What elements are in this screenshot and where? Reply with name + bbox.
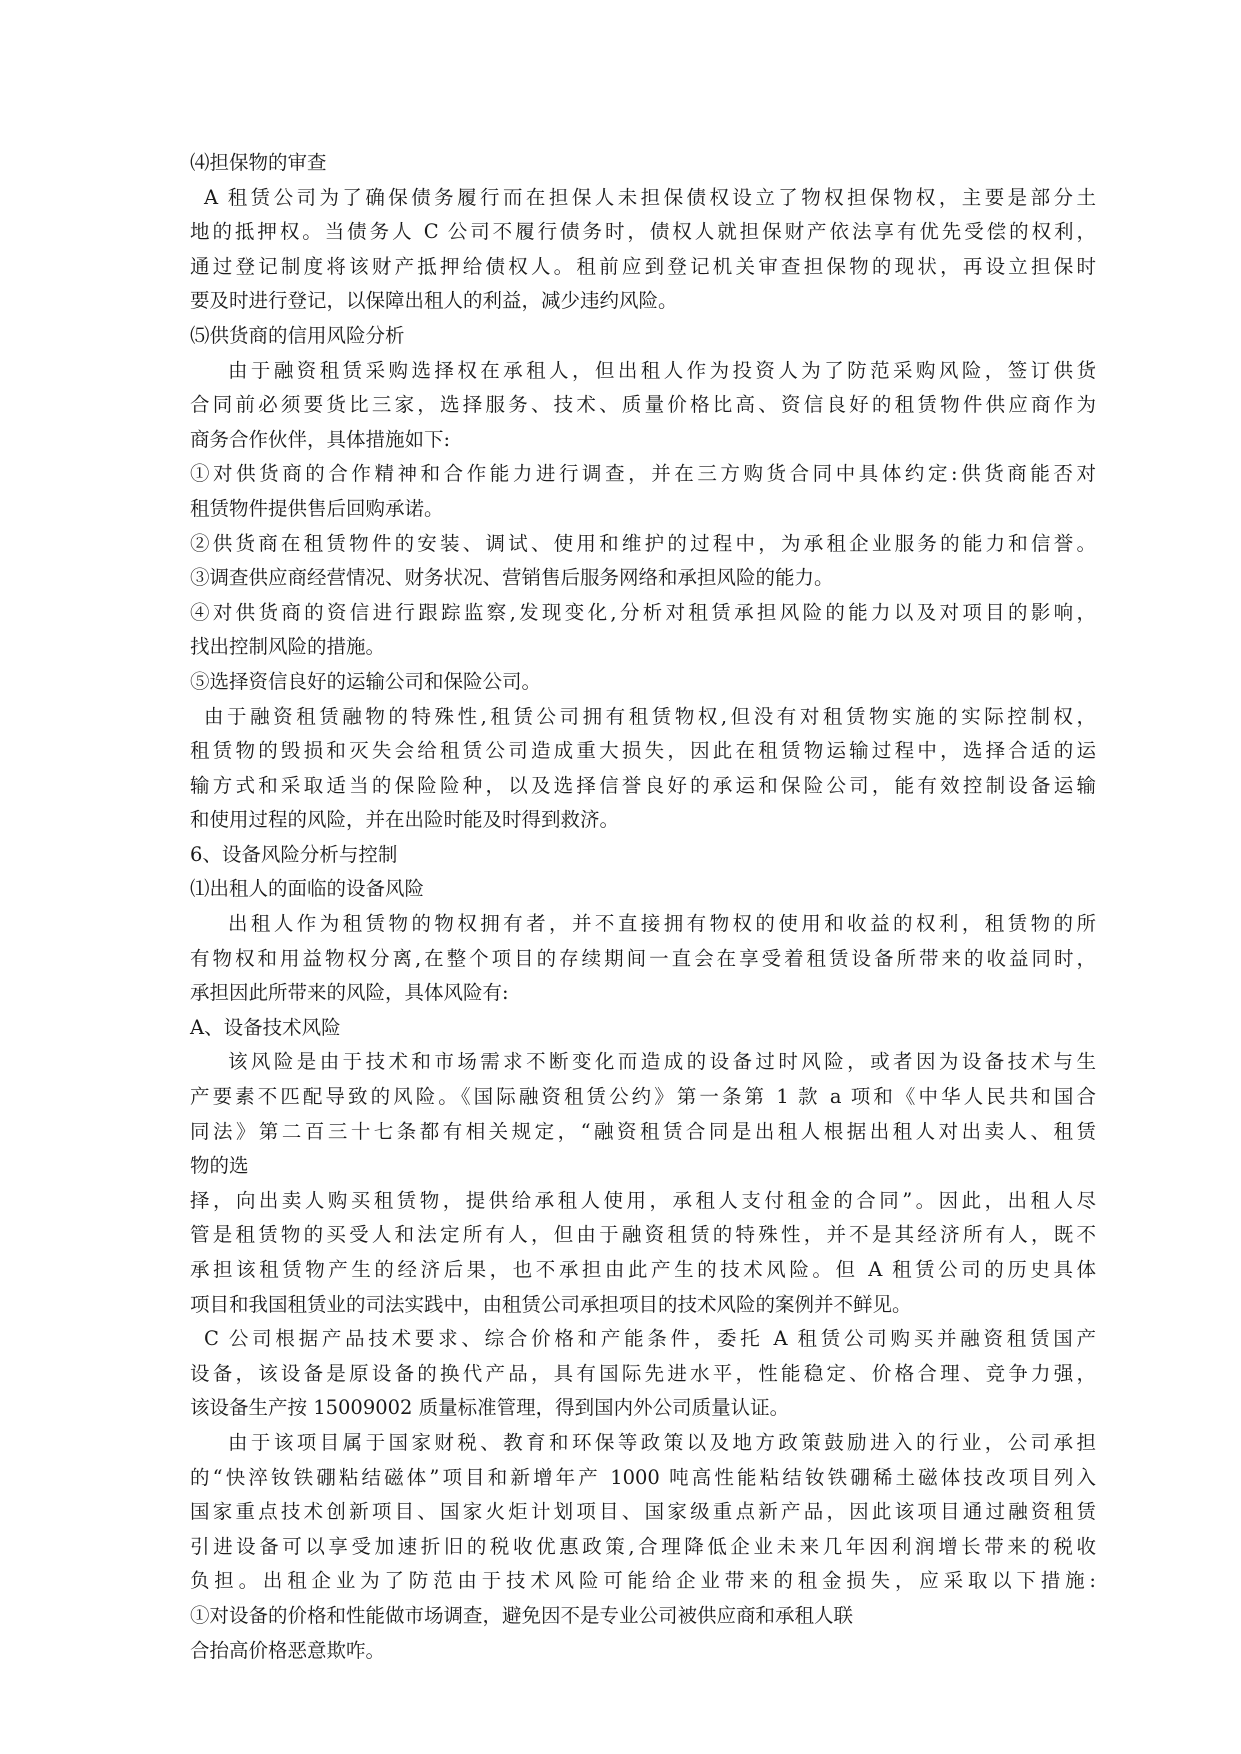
text-line: 租赁物的毁损和灭失会给租赁公司造成重大损失，因此在租赁物运输过程中，选择合适的运 [190, 739, 1096, 763]
text-line: 负担。出租企业为了防范由于技术风险可能给企业带来的租金损失，应采取以下措施: [190, 1569, 1096, 1593]
text-line: 合同前必须要货比三家，选择服务、技术、质量价格比高、资信良好的租赁物件供应商作为 [190, 393, 1096, 417]
text-line: 通过登记制度将该财产抵押给债权人。租前应到登记机关审查担保物的现状，再设立担保时 [190, 254, 1096, 278]
text-line: 6、设备风险分析与控制 [190, 842, 398, 866]
text-line: ⑷担保物的审查 [190, 151, 327, 174]
text-line: A、设备技术风险 [190, 1015, 341, 1039]
text-line: 找出控制风险的措施。 [190, 635, 386, 659]
text-line: 产要素不匹配导致的风险。《国际融资租赁公约》第一条第 1 款 a 项和《中华人民共和国合 [190, 1085, 1096, 1109]
text-line: 管是租赁物的买受人和法定所有人，但由于融资租赁的特殊性，并不是其经济所有人，既不 [190, 1223, 1096, 1247]
text-line: 该风险是由于技术和市场需求不断变化而造成的设备过时风险，或者因为设备技术与生 [228, 1050, 1096, 1074]
text-line: C 公司根据产品技术要求、综合价格和产能条件，委托 A 租赁公司购买并融资租赁国产 [204, 1327, 1096, 1351]
text-line: 引进设备可以享受加速折旧的税收优惠政策,合理降低企业未来几年因利润增长带来的税收 [190, 1534, 1096, 1558]
text-line: 由于融资租赁采购选择权在承租人，但出租人作为投资人为了防范采购风险，签订供货 [228, 358, 1096, 382]
text-line: 合抬高价格恶意欺咋。 [190, 1638, 386, 1662]
text-line: ①对供货商的合作精神和合作能力进行调查，并在三方购货合同中具体约定:供货商能否对 [190, 462, 1096, 486]
text-line: 项目和我国租赁业的司法实践中，由租赁公司承担项目的技术风险的案例并不鲜见。 [190, 1292, 912, 1316]
text-line: 出租人作为租赁物的物权拥有者，并不直接拥有物权的使用和收益的权利，租赁物的所 [228, 912, 1096, 936]
text-line: 要及时进行登记，以保障出租人的利益，减少违约风险。 [190, 289, 678, 313]
text-line: 该设备生产按 15009002 质量标准管理，得到国内外公司质量认证。 [190, 1396, 790, 1420]
text-line: ④对供货商的资信进行跟踪监察,发现变化,分析对租赁承担风险的能力以及对项目的影响， [190, 600, 1096, 624]
text-line: 商务合作伙伴，具体措施如下: [190, 427, 451, 451]
text-line: 和使用过程的风险，并在出险时能及时得到救济。 [190, 808, 620, 832]
text-line: ①对设备的价格和性能做市场调查，避免因不是专业公司被供应商和承租人联 [190, 1603, 854, 1627]
text-line: ⑤选择资信良好的运输公司和保险公司。 [190, 669, 542, 693]
text-line: 的“快淬钕铁硼粘结磁体”项目和新增年产 1000 吨高性能粘结钕铁硼稀土磁体技改项目列入 [190, 1465, 1096, 1489]
text-line: 租赁物件提供售后回购承诺。 [190, 496, 444, 520]
text-line: 同法》第二百三十七条都有相关规定，“融资租赁合同是出租人根据出租人对出卖人、租赁 [190, 1119, 1096, 1143]
text-line: 择，向出卖人购买租赁物，提供给承租人使用，承租人支付租金的合同”。因此，出租人尽 [190, 1188, 1096, 1212]
text-line: ②供货商在租赁物件的安装、调试、使用和维护的过程中，为承租企业服务的能力和信誉。 [190, 531, 1096, 555]
text-line: 地的抵押权。当债务人 C 公司不履行债务时，债权人就担保财产依法享有优先受偿的权利， [190, 220, 1096, 244]
text-line: ⑴出租人的面临的设备风险 [190, 877, 425, 901]
text-line: 设备，该设备是原设备的换代产品，具有国际先进水平，性能稳定、价格合理、竞争力强， [190, 1361, 1096, 1385]
document-page [190, 146, 1096, 1668]
text-line: ③调查供应商经营情况、财务状况、营销售后服务网络和承担风险的能力。 [190, 566, 834, 590]
text-line: 有物权和用益物权分离,在整个项目的存续期间一直会在享受着租赁设备所带来的收益同时， [190, 946, 1096, 970]
text-line: 物的选 [190, 1154, 249, 1178]
text-line: 承担因此所带来的风险，具体风险有: [190, 981, 509, 1005]
text-line: ⑸供货商的信用风险分析 [190, 323, 405, 347]
text-line: 承担该租赁物产生的经济后果，也不承担由此产生的技术风险。但 A 租赁公司的历史具体 [190, 1258, 1096, 1281]
text-line: 输方式和采取适当的保险险种，以及选择信誉良好的承运和保险公司，能有效控制设备运输 [190, 773, 1096, 797]
text-line: 国家重点技术创新项目、国家火炬计划项目、国家级重点新产品，因此该项目通过融资租赁 [190, 1500, 1096, 1524]
text-line: 由于该项目属于国家财税、教育和环保等政策以及地方政策鼓励进入的行业，公司承担 [228, 1430, 1096, 1454]
text-line: A 租赁公司为了确保债务履行而在担保人未担保债权设立了物权担保物权，主要是部分土 [204, 185, 1096, 209]
text-line: 由于融资租赁融物的特殊性,租赁公司拥有租赁物权,但没有对租赁物实施的实际控制权， [204, 704, 1096, 728]
